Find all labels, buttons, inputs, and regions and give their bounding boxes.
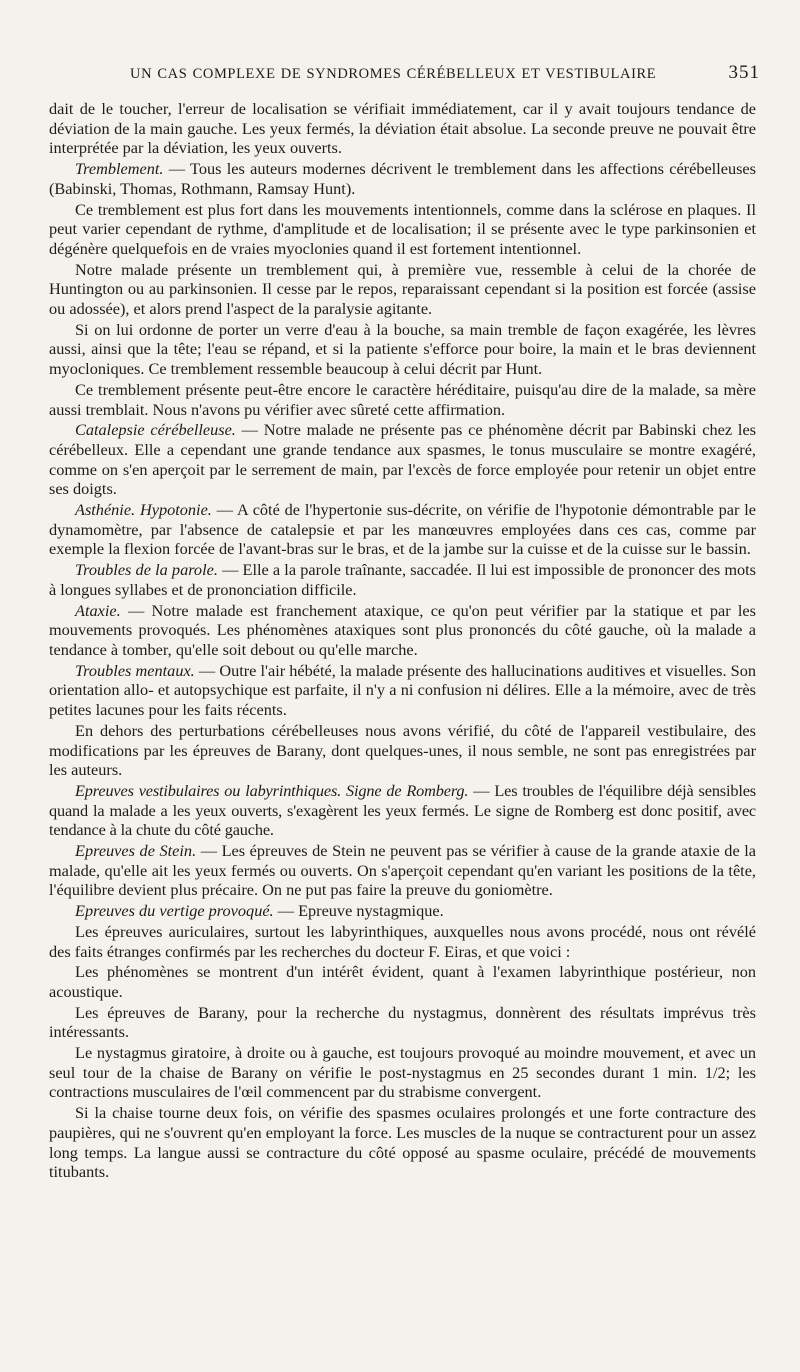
paragraph: Tremblement. — Tous les auteurs modernes décrivent le tremblement dans les affections cérébelleuses (Babinski, Thomas, Rothmann, Ramsay Hunt). xyxy=(49,159,756,198)
paragraph: Si on lui ordonne de porter un verre d'eau à la bouche, sa main tremble de façon exagérée, les lèvres aussi, ainsi que la tête; l'eau se répand, et si la patiente s'efforce pour boire, la main et le bras deviennent myocloniques. Ce tremblement ressemble beaucoup à celui décrit par Hunt. xyxy=(49,319,756,379)
paragraph: Ataxie. — Notre malade est franchement ataxique, ce qu'on peut vérifier par la statique et par les mouvements provoqués. Les phénomènes ataxiques sont plus prononcés du côté gauche, où la malade a tendance à tomber, qu'elle soit debout ou qu'elle marche. xyxy=(49,600,756,659)
paragraph: Troubles mentaux. — Outre l'air hébété, la malade présente des hallucinations auditives et visuelles. Son orientation allo- et autopsychique est parfaite, il n'y a ni confusion ni délires. Elle a la mémoire, avec de très petites lacunes pour les faits récents. xyxy=(49,660,756,720)
paragraph: Notre malade présente un tremblement qui, à première vue, ressemble à celui de la chorée de Huntington ou au parkinsonien. Il cesse par le repos, reparaissant cependant si la position est forcée (assise ou adossée), et alors prend l'aspect de la paralysie agitante. xyxy=(49,259,756,319)
body-text xyxy=(49,99,756,1182)
section-heading: Epreuves du vertige provoqué. xyxy=(75,901,274,921)
paragraph: Les épreuves de Barany, pour la recherche du nystagmus, donnèrent des résultats imprévus très intéressants. xyxy=(49,1002,756,1042)
paragraph: Epreuves de Stein. — Les épreuves de Stein ne peuvent pas se vérifier à cause de la grande ataxie de la malade, qu'elle ait les yeux fermés ou ouverts. On s'aperçoit cependant qu'en variant les positions de la tête, l'équilibre devient plus précaire. On ne put pas faire la preuve du goniomètre. xyxy=(49,841,756,900)
page-number: 351 xyxy=(728,62,760,83)
section-heading: Troubles de la parole. xyxy=(75,560,218,580)
running-head: UN CAS COMPLEXE DE SYNDROMES CÉRÉBELLEUX ET VESTIBULAIRE xyxy=(130,66,657,82)
paragraph: Asthénie. Hypotonie. — A côté de l'hypertonie sus-décrite, on vérifie de l'hypotonie démontrable par le dynamomètre, par l'absence de catalepsie et par les manœuvres employées dans ces cas, comme par exemple la flexion forcée de l'avant-bras sur le bras, et de la jambe sur la cuisse et de la cuisse sur le bassin. xyxy=(49,500,757,559)
paragraph: Si la chaise tourne deux fois, on vérifie des spasmes oculaires prolongés et une forte contracture des paupières, qui ne s'ouvrent qu'en employant la force. Les muscles de la nuque se contracturent pour un assez long temps. La langue aussi se contracture du côté opposé au spasme oculaire, précédé de mouvements titubants. xyxy=(49,1103,756,1182)
paragraph: Epreuves du vertige provoqué. — Epreuve nystagmique. xyxy=(75,901,444,921)
paragraph: Ce tremblement est plus fort dans les mouvements intentionnels, comme dans la sclérose en plaques. Il peut varier cependant de rythme, d'amplitude et de localisation; il se présente avec le type parkinsonien et dégénère quelquefois en de vraies myoclonies quand il est fortement intentionnel. xyxy=(49,199,756,258)
paragraph: Catalepsie cérébelleuse. — Notre malade ne présente pas ce phénomène décrit par Babinski chez les cérébelleux. Elle a cependant une grande tendance aux spasmes, le tonus musculaire se montre exagéré, comme on s'en aperçoit par le serrement de main, par l'excès de force employée pour retenir un objet entre ses doigts. xyxy=(49,420,757,499)
paragraph: En dehors des perturbations cérébelleuses nous avons vérifié, du côté de l'appareil vestibulaire, des modifications par les épreuves de Barany, dont quelques-unes, il nous semble, ne sont pas enregistrées par les auteurs. xyxy=(49,720,756,780)
section-heading: Troubles mentaux. xyxy=(75,660,195,680)
section-heading: Epreuves vestibulaires ou labyrinthiques. Signe de Romberg. xyxy=(75,780,469,800)
paragraph: Ce tremblement présente peut-être encore le caractère héréditaire, puisqu'au dire de la malade, sa mère aussi tremblait. Nous n'avons pu vérifier avec sûreté cette affirmation. xyxy=(49,379,756,419)
paragraph: Le nystagmus giratoire, à droite ou à gauche, est toujours provoqué au moindre mouvement, et avec un seul tour de la chaise de Barany on vérifie le post-nystagmus en 25 secondes durant 1 min. 1/2; les contractions musculaires de l'œil commencent par du strabisme convergent. xyxy=(49,1043,756,1102)
paragraph: Epreuves vestibulaires ou labyrinthiques. Signe de Romberg. — Les troubles de l'équilibre déjà sensibles quand la malade a les yeux ouverts, s'exagèrent les yeux fermés. Le signe de Romberg est donc positif, avec tendance à la chute du côté gauche. xyxy=(49,780,756,840)
section-heading: Catalepsie cérébelleuse. xyxy=(75,420,236,440)
paragraph: dait de le toucher, l'erreur de localisation se vérifiait immédiatement, car il y avait toujours tendance de déviation de la main gauche. Les yeux fermés, la déviation était absolue. La seconde preuve ne pouvait être interprétée par la déviation, les yeux ouverts. xyxy=(49,99,756,158)
paragraph: Les épreuves auriculaires, surtout les labyrinthiques, auxquelles nous avons procédé, nous ont révélé des faits étranges confirmés par les recherches du docteur F. Eiras, et que voici : xyxy=(49,921,756,961)
section-heading: Ataxie. xyxy=(75,600,121,620)
paragraph: Les phénomènes se montrent d'un intérêt évident, quant à l'examen labyrinthique postérieur, non acoustique. xyxy=(49,962,756,1001)
section-heading: Asthénie. Hypotonie. xyxy=(75,500,212,520)
section-heading: Tremblement. xyxy=(75,159,164,179)
paragraph: Troubles de la parole. — Elle a la parole traînante, saccadée. Il lui est impossible de prononcer des mots à longues syllabes et de prononciation difficile. xyxy=(49,560,756,599)
section-heading: Epreuves de Stein. xyxy=(75,841,197,861)
page-header xyxy=(50,62,760,88)
